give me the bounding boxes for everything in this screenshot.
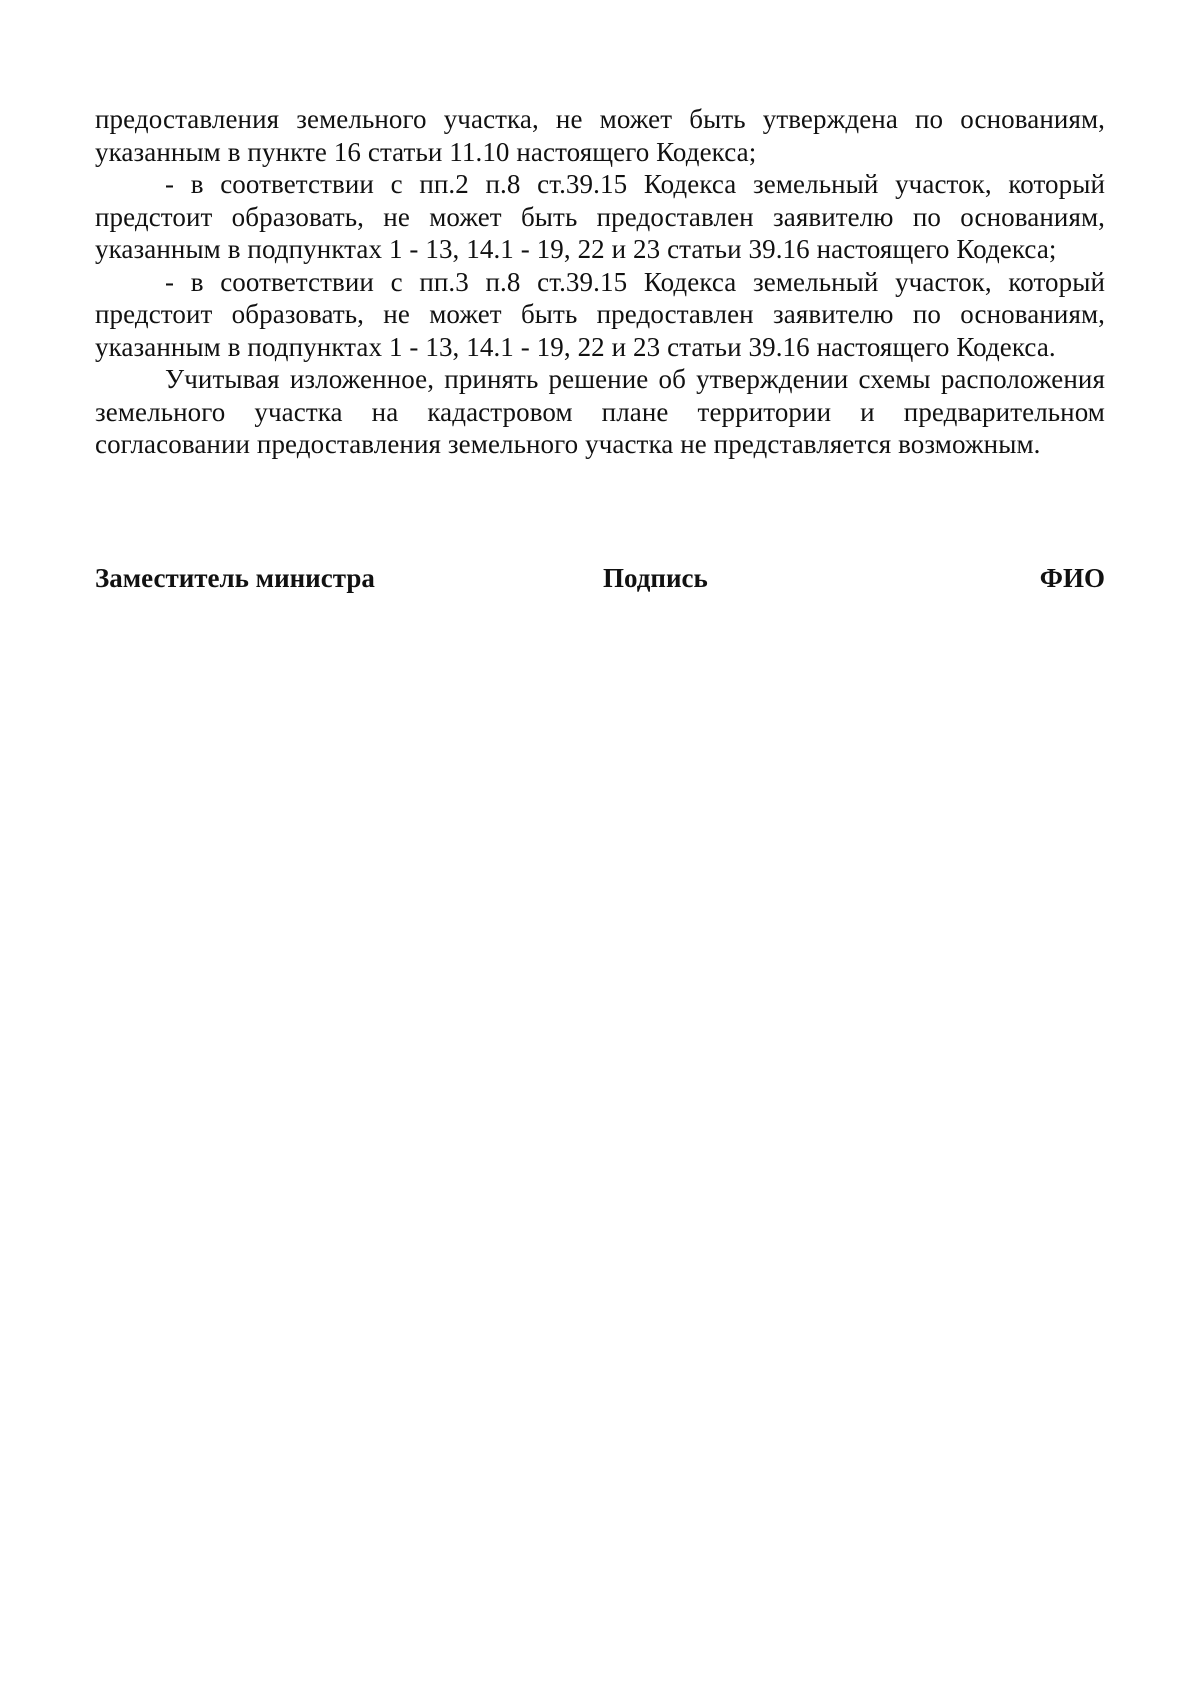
paragraph-clause-pp3: - в соответствии с пп.3 п.8 ст.39.15 Кодекса земельный участок, который предстоит образовать, не может быть предоставлен заявителю по основаниям, указанным в подпунктах 1 - 13, 14.1 - 19, 22 и 23 статьи 39.16 настоящего Кодекса.: [95, 266, 1105, 362]
paragraph-conclusion: Учитывая изложенное, принять решение об утверждении схемы расположения земельного участка на кадастровом плане территории и предварительном согласовании предоставления земельного участка не представляется возможным.: [95, 364, 1105, 459]
signatory-position: Заместитель министра: [95, 563, 375, 593]
paragraph-continuation: предоставления земельного участка, не может быть утверждена по основаниям, указанным в пункте 16 статьи 11.10 настоящего Кодекса;: [95, 104, 1105, 167]
signature-placeholder: Подпись: [603, 563, 708, 593]
document-body: [95, 103, 1105, 461]
paragraph-clause-pp2: - в соответствии с пп.2 п.8 ст.39.15 Кодекса земельный участок, который предстоит образовать, не может быть предоставлен заявителю по основаниям, указанным в подпунктах 1 - 13, 14.1 - 19, 22 и 23 статьи 39.16 настоящего Кодекса;: [95, 169, 1105, 264]
signatory-name-placeholder: ФИО: [1039, 563, 1105, 593]
signature-block: [95, 560, 1105, 596]
